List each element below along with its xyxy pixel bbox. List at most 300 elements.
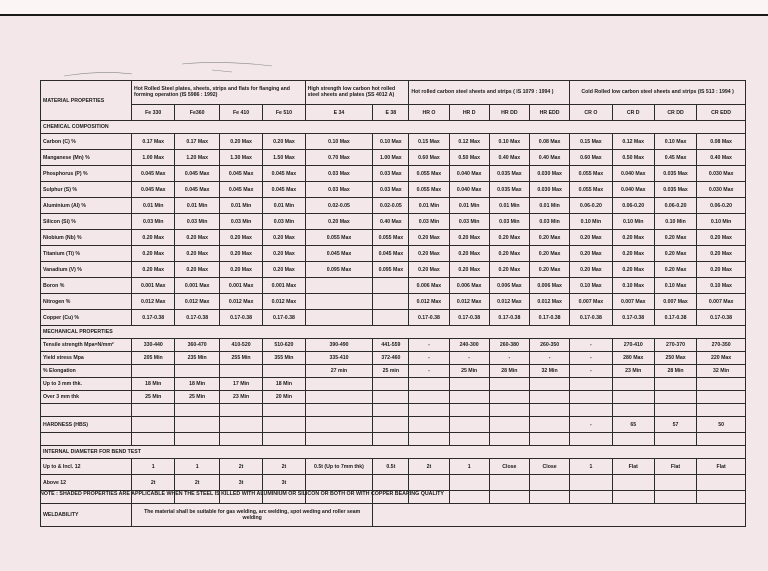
value-cell: 0.012 Max (263, 294, 305, 310)
value-cell: 335-410 (305, 352, 373, 365)
table-row (41, 310, 746, 326)
value-cell: 0.40 Max (373, 214, 409, 230)
empty-cell (132, 404, 175, 417)
value-cell: 0.20 Max (529, 262, 569, 278)
value-cell: 0.035 Max (489, 182, 529, 198)
value-cell: Flat (654, 459, 696, 475)
value-cell: 0.045 Max (373, 246, 409, 262)
empty-cell (305, 433, 373, 446)
value-cell: 1 (449, 459, 489, 475)
weldability-label: WELDABILITY (41, 504, 132, 527)
value-cell: 0.17-0.38 (449, 310, 489, 326)
value-cell: 360-470 (175, 339, 219, 352)
value-cell: 0.03 Min (409, 214, 449, 230)
value-cell (489, 378, 529, 391)
value-cell: 0.08 Max (697, 134, 746, 150)
value-cell: 0.012 Max (132, 294, 175, 310)
value-cell: 1.20 Max (175, 150, 219, 166)
section-title: CHEMICAL COMPOSITION (41, 121, 746, 134)
value-cell (654, 391, 696, 404)
table-row (41, 391, 746, 404)
value-cell: 0.045 Max (132, 166, 175, 182)
value-cell: 0.10 Max (373, 134, 409, 150)
value-cell: 0.20 Max (409, 230, 449, 246)
value-cell: 0.001 Max (132, 278, 175, 294)
value-cell (654, 378, 696, 391)
section-title: MECHANICAL PROPERTIES (41, 326, 746, 339)
value-cell: 0.01 Min (175, 198, 219, 214)
empty-cell (489, 404, 529, 417)
hardness-label: HARDNESS (HBS) (41, 417, 132, 433)
value-cell: 20 Min (263, 391, 305, 404)
value-cell (489, 391, 529, 404)
value-cell: 0.20 Max (305, 214, 373, 230)
value-cell: 1 (175, 459, 219, 475)
value-cell: 0.20 Max (654, 262, 696, 278)
table-row (41, 378, 746, 391)
value-cell (373, 391, 409, 404)
value-cell: 0.20 Max (612, 230, 654, 246)
value-cell: 3t (219, 475, 262, 491)
value-cell: 355 Min (263, 352, 305, 365)
value-cell (697, 378, 746, 391)
value-cell (570, 391, 612, 404)
row-label: % Elongation (41, 365, 132, 378)
row-label: Manganese (Mn) % (41, 150, 132, 166)
value-cell: 25 min (373, 365, 409, 378)
value-cell: 220 Max (697, 352, 746, 365)
value-cell: 0.06-0.20 (570, 198, 612, 214)
row-label: Copper (Cu) % (41, 310, 132, 326)
grade-header: Fe360 (175, 105, 219, 121)
empty-cell (409, 404, 449, 417)
value-cell: 0.70 Max (305, 150, 373, 166)
value-cell: 0.10 Min (612, 214, 654, 230)
value-cell (449, 378, 489, 391)
value-cell (409, 475, 449, 491)
empty-cell (612, 404, 654, 417)
value-cell: 25 Min (175, 391, 219, 404)
value-cell (175, 365, 219, 378)
empty-cell (41, 404, 132, 417)
value-cell: 0.03 Max (373, 182, 409, 198)
value-cell: 0.10 Max (697, 278, 746, 294)
value-cell (305, 294, 373, 310)
grade-header: E 38 (373, 105, 409, 121)
value-cell: 1.00 Max (132, 150, 175, 166)
row-label: Aluminium (Al) % (41, 198, 132, 214)
value-cell: 0.20 Max (570, 230, 612, 246)
value-cell: 0.03 Min (529, 214, 569, 230)
value-cell: 0.50 Max (612, 150, 654, 166)
value-cell (489, 417, 529, 433)
value-cell (529, 417, 569, 433)
spacer-row (41, 404, 746, 417)
value-cell: 0.17 Max (132, 134, 175, 150)
row-label: Nitrogen % (41, 294, 132, 310)
value-cell: 0.03 Min (175, 214, 219, 230)
value-cell: 0.5t (Up to 7mm thk) (305, 459, 373, 475)
value-cell: 0.007 Max (697, 294, 746, 310)
value-cell: 0.030 Max (529, 166, 569, 182)
grade-header: CR D (612, 105, 654, 121)
table-row (41, 294, 746, 310)
value-cell: 0.20 Max (654, 230, 696, 246)
value-cell: 270-410 (612, 339, 654, 352)
value-cell: 0.007 Max (612, 294, 654, 310)
value-cell: 0.20 Max (219, 230, 262, 246)
value-cell: - (570, 339, 612, 352)
table-row (41, 352, 746, 365)
value-cell: 0.17-0.38 (263, 310, 305, 326)
empty-cell (305, 404, 373, 417)
value-cell: 280 Max (612, 352, 654, 365)
table-row (41, 459, 746, 475)
value-cell (529, 475, 569, 491)
value-cell: 0.045 Max (263, 166, 305, 182)
value-cell: 0.10 Max (570, 278, 612, 294)
section-row (41, 326, 746, 339)
value-cell: 0.17-0.38 (529, 310, 569, 326)
value-cell: 0.15 Max (409, 134, 449, 150)
value-cell: 57 (654, 417, 696, 433)
value-cell: 0.01 Min (132, 198, 175, 214)
value-cell: 0.02-0.05 (305, 198, 373, 214)
value-cell: - (570, 352, 612, 365)
value-cell: 0.50 Max (449, 150, 489, 166)
value-cell: 18 Min (175, 378, 219, 391)
group-cold-rolled: Cold Rolled low carbon steel sheets and strips (IS 513 : 1994 ) (570, 81, 746, 105)
value-cell: 0.20 Max (449, 230, 489, 246)
value-cell: Close (489, 459, 529, 475)
value-cell: 25 Min (449, 365, 489, 378)
empty-cell (449, 433, 489, 446)
table-row (41, 246, 746, 262)
value-cell: 65 (612, 417, 654, 433)
value-cell: 0.20 Max (132, 262, 175, 278)
value-cell: 270-370 (654, 339, 696, 352)
top-edge-band (0, 0, 768, 16)
value-cell: 0.20 Max (219, 262, 262, 278)
value-cell: 0.03 Min (449, 214, 489, 230)
table-row (41, 339, 746, 352)
value-cell: 0.20 Max (175, 262, 219, 278)
table-row (41, 166, 746, 182)
value-cell: 0.055 Max (570, 166, 612, 182)
value-cell: 0.01 Min (489, 198, 529, 214)
value-cell: 390-490 (305, 339, 373, 352)
value-cell: 0.20 Max (175, 230, 219, 246)
value-cell: - (570, 365, 612, 378)
grade-header-row (41, 105, 746, 121)
value-cell (697, 391, 746, 404)
value-cell: 0.035 Max (489, 166, 529, 182)
spacer-row (41, 433, 746, 446)
value-cell: 0.006 Max (529, 278, 569, 294)
empty-cell (697, 404, 746, 417)
value-cell: 0.035 Max (654, 166, 696, 182)
value-cell: 0.040 Max (449, 166, 489, 182)
hardness-row (41, 417, 746, 433)
empty-cell (489, 433, 529, 446)
value-cell: 0.20 Max (489, 262, 529, 278)
empty-cell (263, 404, 305, 417)
section-row (41, 446, 746, 459)
row-label: Sulphur (S) % (41, 182, 132, 198)
value-cell: 0.012 Max (489, 294, 529, 310)
empty-cell (612, 433, 654, 446)
value-cell: 0.15 Max (570, 134, 612, 150)
value-cell (449, 391, 489, 404)
value-cell: 1 (570, 459, 612, 475)
empty-cell (409, 433, 449, 446)
empty-cell (175, 404, 219, 417)
group-hot-rolled-plates: Hot Rolled Steel plates, sheets, strips and flats for flanging and forming operation (IS 5986 : 1992) (132, 81, 306, 105)
value-cell: 50 (697, 417, 746, 433)
value-cell: 0.20 Max (612, 262, 654, 278)
value-cell: Close (529, 459, 569, 475)
empty-cell (132, 433, 175, 446)
grade-header: Fe 330 (132, 105, 175, 121)
value-cell (612, 475, 654, 491)
value-cell: 1.30 Max (219, 150, 262, 166)
row-label: Vanadium (V) % (41, 262, 132, 278)
value-cell: 0.10 Min (697, 214, 746, 230)
value-cell: - (409, 365, 449, 378)
value-cell: 0.001 Max (263, 278, 305, 294)
value-cell (373, 310, 409, 326)
value-cell (305, 278, 373, 294)
value-cell: 240-300 (449, 339, 489, 352)
table-row (41, 214, 746, 230)
table-row (41, 230, 746, 246)
value-cell: 250 Max (654, 352, 696, 365)
table-row (41, 134, 746, 150)
value-cell: 0.045 Max (175, 166, 219, 182)
value-cell (263, 365, 305, 378)
value-cell: 0.20 Max (263, 134, 305, 150)
empty-cell (529, 433, 569, 446)
value-cell: 0.001 Max (175, 278, 219, 294)
value-cell: 0.10 Min (654, 214, 696, 230)
value-cell: 0.17-0.38 (132, 310, 175, 326)
grade-header: CR DD (654, 105, 696, 121)
value-cell: 0.06-0.20 (612, 198, 654, 214)
value-cell: - (409, 352, 449, 365)
value-cell (305, 417, 373, 433)
value-cell (409, 391, 449, 404)
value-cell: 0.20 Max (409, 246, 449, 262)
value-cell (697, 475, 746, 491)
empty-cell (697, 433, 746, 446)
empty-cell (570, 433, 612, 446)
value-cell: 0.20 Max (175, 246, 219, 262)
table-row (41, 182, 746, 198)
value-cell (305, 378, 373, 391)
row-label: Up to 3 mm thk. (41, 378, 132, 391)
value-cell: 0.045 Max (219, 182, 262, 198)
value-cell: 0.20 Max (612, 246, 654, 262)
value-cell: 330-440 (132, 339, 175, 352)
table-row (41, 475, 746, 491)
row-label: Phosphorus (P) % (41, 166, 132, 182)
value-cell: 0.006 Max (489, 278, 529, 294)
grade-header: Fe 510 (263, 105, 305, 121)
value-cell: 0.01 Min (409, 198, 449, 214)
material-properties-label: MATERIAL PROPERTIES (41, 81, 132, 121)
value-cell: 0.030 Max (529, 182, 569, 198)
value-cell: 0.17-0.38 (175, 310, 219, 326)
value-cell: 0.12 Max (612, 134, 654, 150)
value-cell: 0.030 Max (697, 182, 746, 198)
value-cell: 0.20 Max (697, 246, 746, 262)
table-row (41, 365, 746, 378)
value-cell (373, 378, 409, 391)
value-cell: 0.40 Max (529, 150, 569, 166)
grade-header: HR D (449, 105, 489, 121)
value-cell: 0.006 Max (449, 278, 489, 294)
value-cell (305, 310, 373, 326)
row-label: Silicon (Si) % (41, 214, 132, 230)
value-cell: 0.03 Max (305, 182, 373, 198)
value-cell: 18 Min (263, 378, 305, 391)
value-cell: 0.055 Max (373, 230, 409, 246)
value-cell: 255 Min (219, 352, 262, 365)
value-cell: 410-520 (219, 339, 262, 352)
row-label: Boron % (41, 278, 132, 294)
value-cell: 0.03 Min (489, 214, 529, 230)
value-cell: 0.012 Max (529, 294, 569, 310)
row-label: Up to & Incl. 12 (41, 459, 132, 475)
value-cell: 0.045 Max (219, 166, 262, 182)
value-cell: 2t (132, 475, 175, 491)
group-header-row (41, 81, 746, 105)
value-cell: 270-350 (697, 339, 746, 352)
table-row (41, 262, 746, 278)
value-cell: 0.20 Max (489, 246, 529, 262)
empty-cell (654, 433, 696, 446)
value-cell: 0.06-0.20 (697, 198, 746, 214)
table-row (41, 150, 746, 166)
steel-properties-sheet (40, 80, 748, 520)
value-cell: 0.040 Max (449, 182, 489, 198)
value-cell: 0.045 Max (175, 182, 219, 198)
value-cell: 27 min (305, 365, 373, 378)
empty-cell (219, 433, 262, 446)
value-cell: 0.040 Max (612, 166, 654, 182)
value-cell: - (489, 352, 529, 365)
value-cell: 235 Min (175, 352, 219, 365)
value-cell: 0.20 Max (409, 262, 449, 278)
value-cell: 0.17-0.38 (219, 310, 262, 326)
group-hot-rolled-carbon: Hot rolled carbon steel sheets and strips ( IS 1079 : 1994 ) (409, 81, 570, 105)
value-cell: 510-620 (263, 339, 305, 352)
value-cell: 0.17-0.38 (570, 310, 612, 326)
row-label: Titanium (Ti) % (41, 246, 132, 262)
value-cell: 0.012 Max (175, 294, 219, 310)
grade-header: HR EDD (529, 105, 569, 121)
value-cell: 0.20 Max (529, 246, 569, 262)
value-cell: 0.20 Max (263, 246, 305, 262)
value-cell (175, 417, 219, 433)
value-cell (305, 475, 373, 491)
value-cell: 0.20 Max (570, 246, 612, 262)
value-cell: 1.00 Max (373, 150, 409, 166)
value-cell: 0.03 Min (219, 214, 262, 230)
value-cell: - (570, 417, 612, 433)
value-cell: 0.012 Max (409, 294, 449, 310)
value-cell: 0.095 Max (373, 262, 409, 278)
value-cell: 2t (175, 475, 219, 491)
value-cell: 0.20 Max (219, 246, 262, 262)
value-cell (529, 391, 569, 404)
value-cell: 0.20 Max (219, 134, 262, 150)
value-cell: 0.040 Max (612, 182, 654, 198)
value-cell: 0.03 Max (373, 166, 409, 182)
value-cell (654, 475, 696, 491)
value-cell (409, 378, 449, 391)
value-cell: - (449, 352, 489, 365)
value-cell: 0.007 Max (570, 294, 612, 310)
value-cell: 1 (132, 459, 175, 475)
value-cell: 0.40 Max (489, 150, 529, 166)
value-cell: 0.17-0.38 (409, 310, 449, 326)
value-cell: 0.10 Max (612, 278, 654, 294)
value-cell: 0.10 Max (654, 134, 696, 150)
value-cell: 0.045 Max (132, 182, 175, 198)
value-cell (263, 417, 305, 433)
group-high-strength: High strength low carbon hot rolled steel sheets and plates (SS 4012 A) (305, 81, 409, 105)
value-cell: 25 Min (132, 391, 175, 404)
grade-header: CR O (570, 105, 612, 121)
value-cell (373, 475, 409, 491)
row-label: Above 12 (41, 475, 132, 491)
value-cell: 32 Min (697, 365, 746, 378)
section-row (41, 121, 746, 134)
grade-header: E 34 (305, 105, 373, 121)
empty-cell (654, 404, 696, 417)
value-cell: 0.030 Max (697, 166, 746, 182)
value-cell: 0.20 Max (132, 230, 175, 246)
row-label: Tensile strength Mpa=N/mm² (41, 339, 132, 352)
value-cell: 0.02-0.05 (373, 198, 409, 214)
value-cell (132, 365, 175, 378)
grade-header: CR EDD (697, 105, 746, 121)
value-cell: 0.03 Min (263, 214, 305, 230)
value-cell: 0.20 Max (654, 246, 696, 262)
shaded-properties-note: NOTE : SHADED PROPERTIES ARE APPLICABLE WHEN THE STEEL IS KILLED WITH ALUMINIUM OR SILICON OR BOTH OR WITH COPPER BEARING QUALITY (40, 491, 444, 497)
value-cell (612, 391, 654, 404)
value-cell (373, 278, 409, 294)
value-cell: 0.20 Max (449, 246, 489, 262)
value-cell (570, 475, 612, 491)
value-cell: 0.60 Max (570, 150, 612, 166)
value-cell: Flat (697, 459, 746, 475)
value-cell: 260-380 (489, 339, 529, 352)
value-cell: 0.08 Max (529, 134, 569, 150)
value-cell: 0.5t (373, 459, 409, 475)
grade-header: Fe 410 (219, 105, 262, 121)
value-cell: 0.20 Max (263, 230, 305, 246)
weldability-row (41, 504, 746, 527)
table-row (41, 278, 746, 294)
value-cell: 0.12 Max (449, 134, 489, 150)
value-cell (373, 417, 409, 433)
value-cell: 0.20 Max (697, 262, 746, 278)
value-cell: 0.10 Min (570, 214, 612, 230)
value-cell: 23 Min (612, 365, 654, 378)
value-cell: 0.03 Max (305, 166, 373, 182)
